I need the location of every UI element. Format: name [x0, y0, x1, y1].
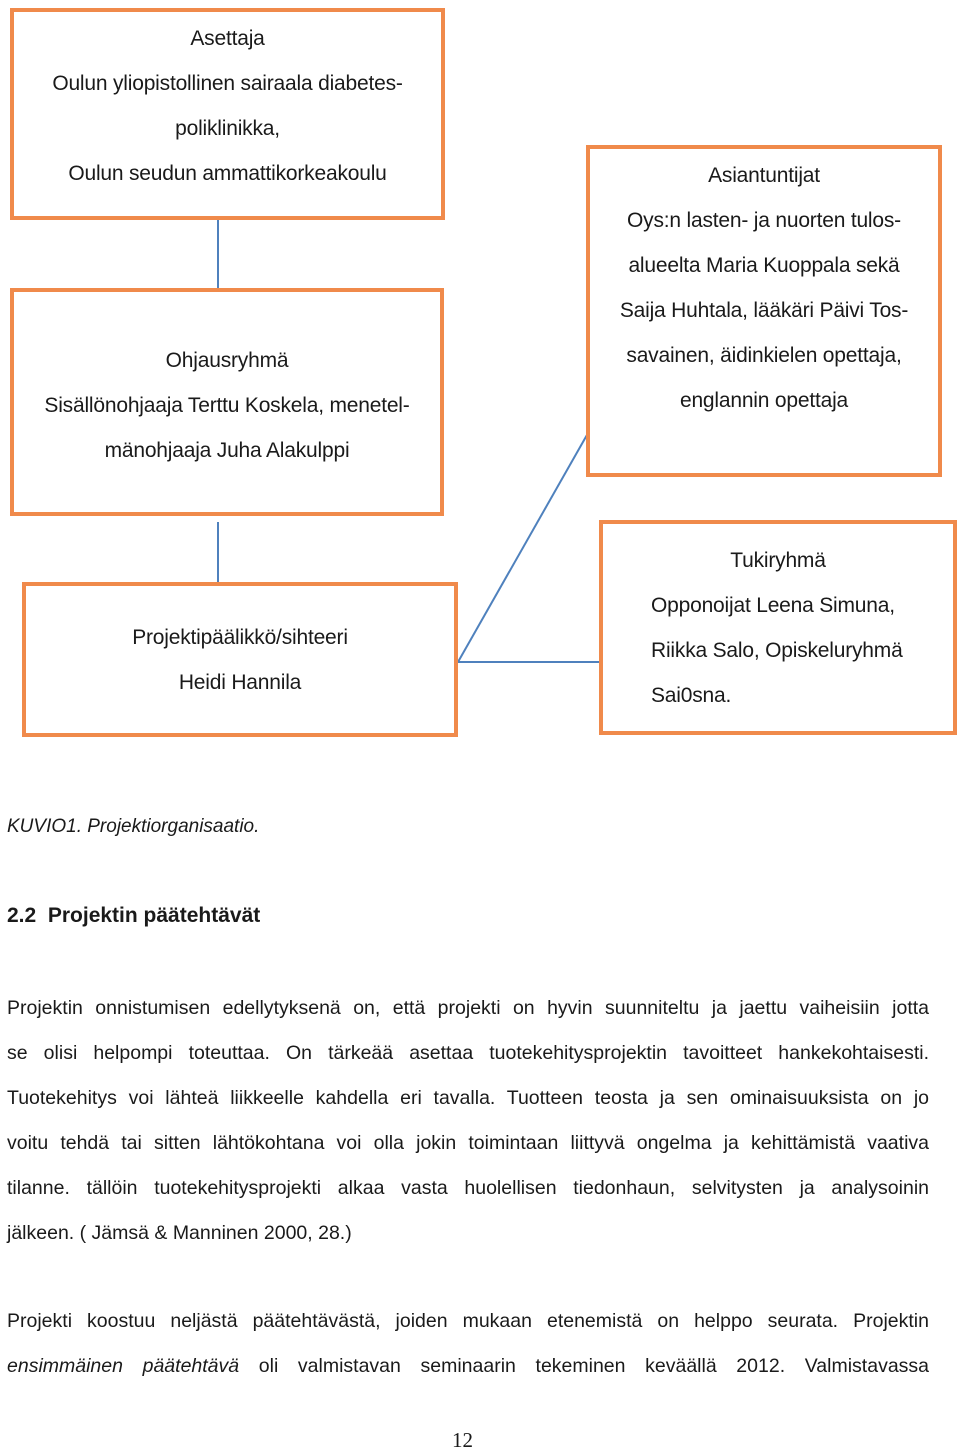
connector-projektipaallikko-asiantuntijat — [458, 412, 600, 662]
asiantuntijat-line: alueelta Maria Kuoppala sekä — [628, 254, 900, 277]
page-number: 12 — [452, 1428, 473, 1452]
projektipaallikko-line: Heidi Hannila — [178, 670, 302, 694]
ohjausryhma-box — [10, 288, 444, 516]
tukiryhma-title: Tukiryhmä — [730, 548, 826, 572]
asettaja-title: Asettaja — [190, 27, 265, 50]
asiantuntijat-line: englannin opettaja — [679, 389, 849, 412]
paragraph-line: voitu tehdä tai sitten lähtökohtana voi olla jokin toimintaan liittyvä ongelma ja kehittämistä vaativa — [7, 1132, 929, 1154]
tukiryhma-box — [599, 520, 957, 735]
ohjausryhma-line: Sisällönohjaaja Terttu Koskela, menetel- — [44, 394, 410, 417]
asettaja-line: Oulun yliopistollinen sairaala diabetes- — [52, 72, 403, 95]
paragraph-line — [7, 1344, 929, 1389]
asettaja-line: poliklinikka, — [175, 117, 280, 140]
ohjausryhma-title: Ohjausryhmä — [165, 349, 289, 372]
asettaja-box — [10, 8, 445, 220]
paragraph-line: Projekti koostuu neljästä päätehtävästä, joiden mukaan etenemistä on helppo seurata. Projektin — [7, 1310, 929, 1332]
projektipaallikko-box — [22, 582, 458, 737]
asiantuntijat-box — [586, 145, 942, 477]
body-paragraph-2 — [7, 1299, 929, 1389]
paragraph-line: tilanne. tällöin tuotekehitysprojekti alkaa vasta huolellisen tiedonhaun, selvitysten ja analysoinin — [7, 1177, 929, 1199]
asiantuntijat-line: Saija Huhtala, lääkäri Päivi Tos- — [619, 299, 909, 322]
section-heading: 2.2 Projektin päätehtävät — [7, 904, 261, 927]
asiantuntijat-title: Asiantuntijat — [708, 164, 820, 187]
paragraph-line: se olisi helpompi toteuttaa. On tärkeää asettaa tuotekehitysprojektin tavoitteet hankekohtaisesti. — [7, 1042, 929, 1064]
italic-term: ensimmäinen päätehtävä — [7, 1355, 240, 1377]
figure-caption: KUVIO1. Projektiorganisaatio. — [7, 816, 260, 837]
projektipaallikko-title: Projektipäälikkö/sihteeri — [132, 625, 348, 649]
asiantuntijat-line: savainen, äidinkielen opettaja, — [626, 344, 902, 367]
paragraph-line: Tuotekehitys voi lähteä liikkeelle kahdella eri tavalla. Tuotteen teosta ja sen ominaisuuksista on jo — [7, 1087, 929, 1109]
asiantuntijat-line: Oys:n lasten- ja nuorten tulos- — [627, 209, 901, 232]
paragraph-text: oli valmistavan seminaarin tekeminen keväällä 2012. Valmistavassa — [239, 1355, 930, 1377]
paragraph-line: jälkeen. ( Jämsä & Manninen 2000, 28.) — [7, 1222, 352, 1244]
tukiryhma-line: Sai0sna. — [651, 683, 732, 707]
tukiryhma-line: Opponoijat Leena Simuna, — [651, 593, 895, 617]
tukiryhma-line: Riikka Salo, Opiskeluryhmä — [651, 638, 903, 662]
ohjausryhma-line: mänohjaaja Juha Alakulppi — [104, 439, 350, 462]
body-paragraph-1 — [7, 986, 929, 1256]
asettaja-line: Oulun seudun ammattikorkeakoulu — [68, 162, 387, 185]
paragraph-line: Projektin onnistumisen edellytyksenä on, että projekti on hyvin suunniteltu ja jaettu vaiheisiin jotta — [7, 997, 929, 1019]
